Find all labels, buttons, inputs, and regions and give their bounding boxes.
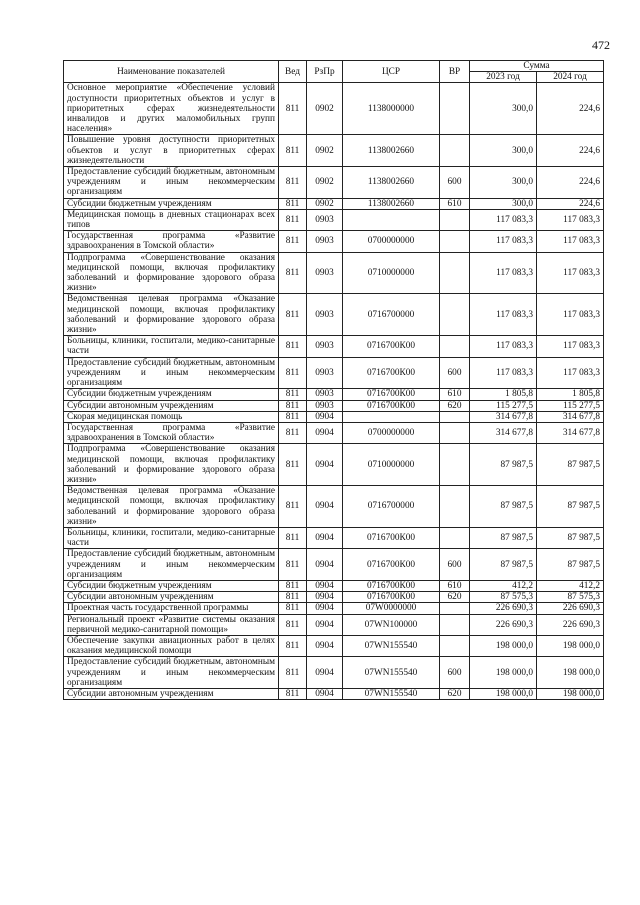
- page-number: 472: [592, 38, 610, 52]
- cell-name: Ведомственная целевая программа «Оказание медицинской помощи, включая профилактику заболеваний и формирование здорового образа жизни»: [64, 294, 279, 336]
- cell-2024: 224,6: [537, 167, 604, 199]
- cell-name: Субсидии автономным учреждениям: [64, 592, 279, 603]
- cell-vr: [440, 603, 470, 614]
- cell-name: Медицинская помощь в дневных стационарах всех типов: [64, 209, 279, 230]
- cell-rzpr: 0903: [307, 209, 343, 230]
- cell-vr: [440, 252, 470, 294]
- cell-2024: 87 575,3: [537, 592, 604, 603]
- cell-csr: 1138002660: [343, 198, 440, 209]
- header-vr: ВР: [440, 61, 470, 83]
- cell-ved: 811: [279, 209, 307, 230]
- cell-2024: 87 987,5: [537, 486, 604, 528]
- cell-ved: 811: [279, 422, 307, 443]
- cell-name: Больницы, клиники, госпитали, медико-санитарные части: [64, 527, 279, 548]
- cell-name: Субсидии автономным учреждениям: [64, 400, 279, 411]
- cell-vr: [440, 135, 470, 167]
- cell-2024: 1 805,8: [537, 389, 604, 400]
- cell-vr: [440, 336, 470, 357]
- cell-name: Подпрограмма «Совершенствование оказания медицинской помощи, включая профилактику заболеваний и формирование здорового образа жизни»: [64, 444, 279, 486]
- table-row: [64, 83, 604, 135]
- cell-name: Субсидии бюджетным учреждениям: [64, 198, 279, 209]
- table-row: [64, 422, 604, 443]
- cell-name: Региональный проект «Развитие системы оказания первичной медико-санитарной помощи»: [64, 614, 279, 635]
- cell-2023: 117 083,3: [470, 336, 537, 357]
- table-row: [64, 549, 604, 581]
- cell-2024: 224,6: [537, 198, 604, 209]
- cell-rzpr: 0904: [307, 527, 343, 548]
- cell-2023: 87 987,5: [470, 444, 537, 486]
- cell-csr: 07W0000000: [343, 603, 440, 614]
- cell-csr: 0716700К00: [343, 336, 440, 357]
- cell-2024: 226 690,3: [537, 603, 604, 614]
- cell-2023: 87 987,5: [470, 486, 537, 528]
- cell-2024: 198 000,0: [537, 688, 604, 699]
- cell-vr: 600: [440, 549, 470, 581]
- table-row: [64, 294, 604, 336]
- cell-2023: 117 083,3: [470, 294, 537, 336]
- cell-ved: 811: [279, 444, 307, 486]
- table-row: [64, 688, 604, 699]
- cell-2023: 314 677,8: [470, 411, 537, 422]
- table-row: [64, 592, 604, 603]
- cell-csr: 07WN155540: [343, 635, 440, 656]
- cell-ved: 811: [279, 527, 307, 548]
- cell-name: Подпрограмма «Совершенствование оказания медицинской помощи, включая профилактику заболеваний и формирование здорового образа жизни»: [64, 252, 279, 294]
- cell-name: Скорая медицинская помощь: [64, 411, 279, 422]
- cell-2023: 300,0: [470, 83, 537, 135]
- cell-rzpr: 0902: [307, 135, 343, 167]
- cell-vr: [440, 527, 470, 548]
- table-row: [64, 657, 604, 689]
- table-row: [64, 389, 604, 400]
- cell-rzpr: 0904: [307, 657, 343, 689]
- cell-csr: 0710000000: [343, 252, 440, 294]
- cell-rzpr: 0903: [307, 252, 343, 294]
- cell-vr: 620: [440, 400, 470, 411]
- cell-rzpr: 0903: [307, 357, 343, 389]
- cell-vr: [440, 231, 470, 252]
- cell-rzpr: 0902: [307, 198, 343, 209]
- cell-2024: 117 083,3: [537, 252, 604, 294]
- cell-rzpr: 0904: [307, 603, 343, 614]
- cell-ved: 811: [279, 135, 307, 167]
- cell-rzpr: 0904: [307, 444, 343, 486]
- table-row: [64, 357, 604, 389]
- cell-ved: 811: [279, 167, 307, 199]
- cell-2024: 224,6: [537, 83, 604, 135]
- cell-rzpr: 0904: [307, 614, 343, 635]
- cell-ved: 811: [279, 592, 307, 603]
- cell-ved: 811: [279, 486, 307, 528]
- cell-ved: 811: [279, 400, 307, 411]
- cell-vr: [440, 411, 470, 422]
- cell-2023: 115 277,5: [470, 400, 537, 411]
- cell-name: Основное мероприятие «Обеспечение условий доступности приоритетных объектов и услуг в приоритетных сферах жизнедеятельности инвалидов и других маломобильных групп населения»: [64, 83, 279, 135]
- cell-name: Предоставление субсидий бюджетным, автономным учреждениям и иным некоммерческим организациям: [64, 357, 279, 389]
- table-row: [64, 336, 604, 357]
- cell-rzpr: 0902: [307, 83, 343, 135]
- cell-csr: 0716700К00: [343, 389, 440, 400]
- cell-vr: 610: [440, 389, 470, 400]
- cell-rzpr: 0903: [307, 389, 343, 400]
- cell-csr: 0716700К00: [343, 400, 440, 411]
- cell-2023: 226 690,3: [470, 614, 537, 635]
- cell-2023: 117 083,3: [470, 209, 537, 230]
- cell-vr: [440, 635, 470, 656]
- cell-2023: 226 690,3: [470, 603, 537, 614]
- cell-vr: 600: [440, 657, 470, 689]
- cell-2024: 87 987,5: [537, 527, 604, 548]
- cell-2023: 117 083,3: [470, 231, 537, 252]
- cell-csr: 07WN100000: [343, 614, 440, 635]
- table-row: [64, 252, 604, 294]
- cell-name: Субсидии бюджетным учреждениям: [64, 580, 279, 591]
- cell-2023: 117 083,3: [470, 357, 537, 389]
- header-rzpr: РзПр: [307, 61, 343, 83]
- cell-rzpr: 0904: [307, 411, 343, 422]
- cell-name: Обеспечение закупки авиационных работ в целях оказания медицинской помощи: [64, 635, 279, 656]
- cell-vr: 600: [440, 167, 470, 199]
- cell-csr: [343, 209, 440, 230]
- cell-ved: 811: [279, 688, 307, 699]
- cell-vr: [440, 83, 470, 135]
- table-row: [64, 209, 604, 230]
- cell-vr: 620: [440, 688, 470, 699]
- cell-2023: 198 000,0: [470, 688, 537, 699]
- cell-csr: 0700000000: [343, 422, 440, 443]
- cell-ved: 811: [279, 336, 307, 357]
- table-row: [64, 411, 604, 422]
- cell-name: Больницы, клиники, госпитали, медико-санитарные части: [64, 336, 279, 357]
- header-name: Наименование показателей: [64, 61, 279, 83]
- cell-ved: 811: [279, 357, 307, 389]
- cell-2023: 117 083,3: [470, 252, 537, 294]
- cell-2024: 117 083,3: [537, 231, 604, 252]
- cell-2024: 198 000,0: [537, 657, 604, 689]
- table-row: [64, 400, 604, 411]
- cell-rzpr: 0904: [307, 486, 343, 528]
- cell-2023: 314 677,8: [470, 422, 537, 443]
- cell-rzpr: 0903: [307, 231, 343, 252]
- table-row: [64, 614, 604, 635]
- cell-csr: 1138000000: [343, 83, 440, 135]
- cell-2023: 300,0: [470, 198, 537, 209]
- cell-rzpr: 0904: [307, 635, 343, 656]
- cell-ved: 811: [279, 614, 307, 635]
- cell-vr: [440, 422, 470, 443]
- cell-ved: 811: [279, 657, 307, 689]
- cell-csr: 0716700000: [343, 294, 440, 336]
- cell-2024: 314 677,8: [537, 422, 604, 443]
- cell-ved: 811: [279, 549, 307, 581]
- cell-2024: 117 083,3: [537, 294, 604, 336]
- header-csr: ЦСР: [343, 61, 440, 83]
- table-row: [64, 527, 604, 548]
- cell-ved: 811: [279, 252, 307, 294]
- cell-2024: 412,2: [537, 580, 604, 591]
- cell-csr: 0716700К00: [343, 549, 440, 581]
- cell-csr: 07WN155540: [343, 657, 440, 689]
- header-2024: 2024 год: [537, 72, 604, 83]
- budget-table: [63, 60, 604, 700]
- cell-name: Государственная программа «Развитие здравоохранения в Томской области»: [64, 231, 279, 252]
- cell-name: Проектная часть государственной программы: [64, 603, 279, 614]
- cell-2024: 226 690,3: [537, 614, 604, 635]
- cell-ved: 811: [279, 603, 307, 614]
- cell-2023: 198 000,0: [470, 635, 537, 656]
- cell-csr: 0716700К00: [343, 357, 440, 389]
- cell-csr: 07WN155540: [343, 688, 440, 699]
- cell-2024: 117 083,3: [537, 336, 604, 357]
- cell-vr: [440, 294, 470, 336]
- cell-vr: 610: [440, 198, 470, 209]
- cell-ved: 811: [279, 411, 307, 422]
- cell-ved: 811: [279, 580, 307, 591]
- cell-csr: 0700000000: [343, 231, 440, 252]
- cell-ved: 811: [279, 635, 307, 656]
- cell-rzpr: 0904: [307, 580, 343, 591]
- cell-2023: 198 000,0: [470, 657, 537, 689]
- cell-csr: 0716700К00: [343, 527, 440, 548]
- cell-name: Субсидии автономным учреждениям: [64, 688, 279, 699]
- cell-vr: 620: [440, 592, 470, 603]
- cell-rzpr: 0904: [307, 592, 343, 603]
- table-row: [64, 580, 604, 591]
- cell-csr: 0716700К00: [343, 592, 440, 603]
- cell-vr: [440, 444, 470, 486]
- cell-ved: 811: [279, 83, 307, 135]
- cell-2024: 117 083,3: [537, 357, 604, 389]
- table-header: [64, 61, 604, 83]
- cell-2023: 300,0: [470, 135, 537, 167]
- cell-2023: 300,0: [470, 167, 537, 199]
- cell-vr: [440, 209, 470, 230]
- cell-rzpr: 0903: [307, 400, 343, 411]
- cell-rzpr: 0904: [307, 422, 343, 443]
- table-row: [64, 603, 604, 614]
- cell-vr: [440, 614, 470, 635]
- table-row: [64, 231, 604, 252]
- table-row: [64, 167, 604, 199]
- table-row: [64, 135, 604, 167]
- header-sum: Сумма: [470, 61, 604, 72]
- header-ved: Вед: [279, 61, 307, 83]
- cell-name: Субсидии бюджетным учреждениям: [64, 389, 279, 400]
- cell-ved: 811: [279, 389, 307, 400]
- cell-csr: 1138002660: [343, 135, 440, 167]
- cell-name: Предоставление субсидий бюджетным, автономным учреждениям и иным некоммерческим организациям: [64, 549, 279, 581]
- cell-name: Предоставление субсидий бюджетным, автономным учреждениям и иным некоммерческим организациям: [64, 167, 279, 199]
- cell-2024: 115 277,5: [537, 400, 604, 411]
- cell-csr: 0710000000: [343, 444, 440, 486]
- cell-2024: 87 987,5: [537, 549, 604, 581]
- table-row: [64, 198, 604, 209]
- cell-rzpr: 0903: [307, 294, 343, 336]
- cell-2023: 1 805,8: [470, 389, 537, 400]
- cell-2024: 198 000,0: [537, 635, 604, 656]
- cell-2023: 87 575,3: [470, 592, 537, 603]
- cell-name: Ведомственная целевая программа «Оказание медицинской помощи, включая профилактику заболеваний и формирование здорового образа жизни»: [64, 486, 279, 528]
- cell-rzpr: 0904: [307, 688, 343, 699]
- cell-vr: 610: [440, 580, 470, 591]
- cell-2024: 87 987,5: [537, 444, 604, 486]
- table-row: [64, 444, 604, 486]
- cell-2024: 224,6: [537, 135, 604, 167]
- cell-csr: [343, 411, 440, 422]
- header-2023: 2023 год: [470, 72, 537, 83]
- cell-csr: 0716700К00: [343, 580, 440, 591]
- cell-rzpr: 0903: [307, 336, 343, 357]
- cell-rzpr: 0902: [307, 167, 343, 199]
- cell-csr: 1138002660: [343, 167, 440, 199]
- cell-vr: 600: [440, 357, 470, 389]
- table-body: [64, 83, 604, 700]
- cell-ved: 811: [279, 198, 307, 209]
- cell-name: Государственная программа «Развитие здравоохранения в Томской области»: [64, 422, 279, 443]
- table-row: [64, 486, 604, 528]
- cell-ved: 811: [279, 294, 307, 336]
- cell-ved: 811: [279, 231, 307, 252]
- cell-vr: [440, 486, 470, 528]
- cell-rzpr: 0904: [307, 549, 343, 581]
- cell-2023: 412,2: [470, 580, 537, 591]
- cell-2024: 117 083,3: [537, 209, 604, 230]
- cell-name: Предоставление субсидий бюджетным, автономным учреждениям и иным некоммерческим организациям: [64, 657, 279, 689]
- cell-name: Повышение уровня доступности приоритетных объектов и услуг в приоритетных сферах жизнедеятельности: [64, 135, 279, 167]
- cell-2024: 314 677,8: [537, 411, 604, 422]
- cell-csr: 0716700000: [343, 486, 440, 528]
- cell-2023: 87 987,5: [470, 549, 537, 581]
- table-row: [64, 635, 604, 656]
- cell-2023: 87 987,5: [470, 527, 537, 548]
